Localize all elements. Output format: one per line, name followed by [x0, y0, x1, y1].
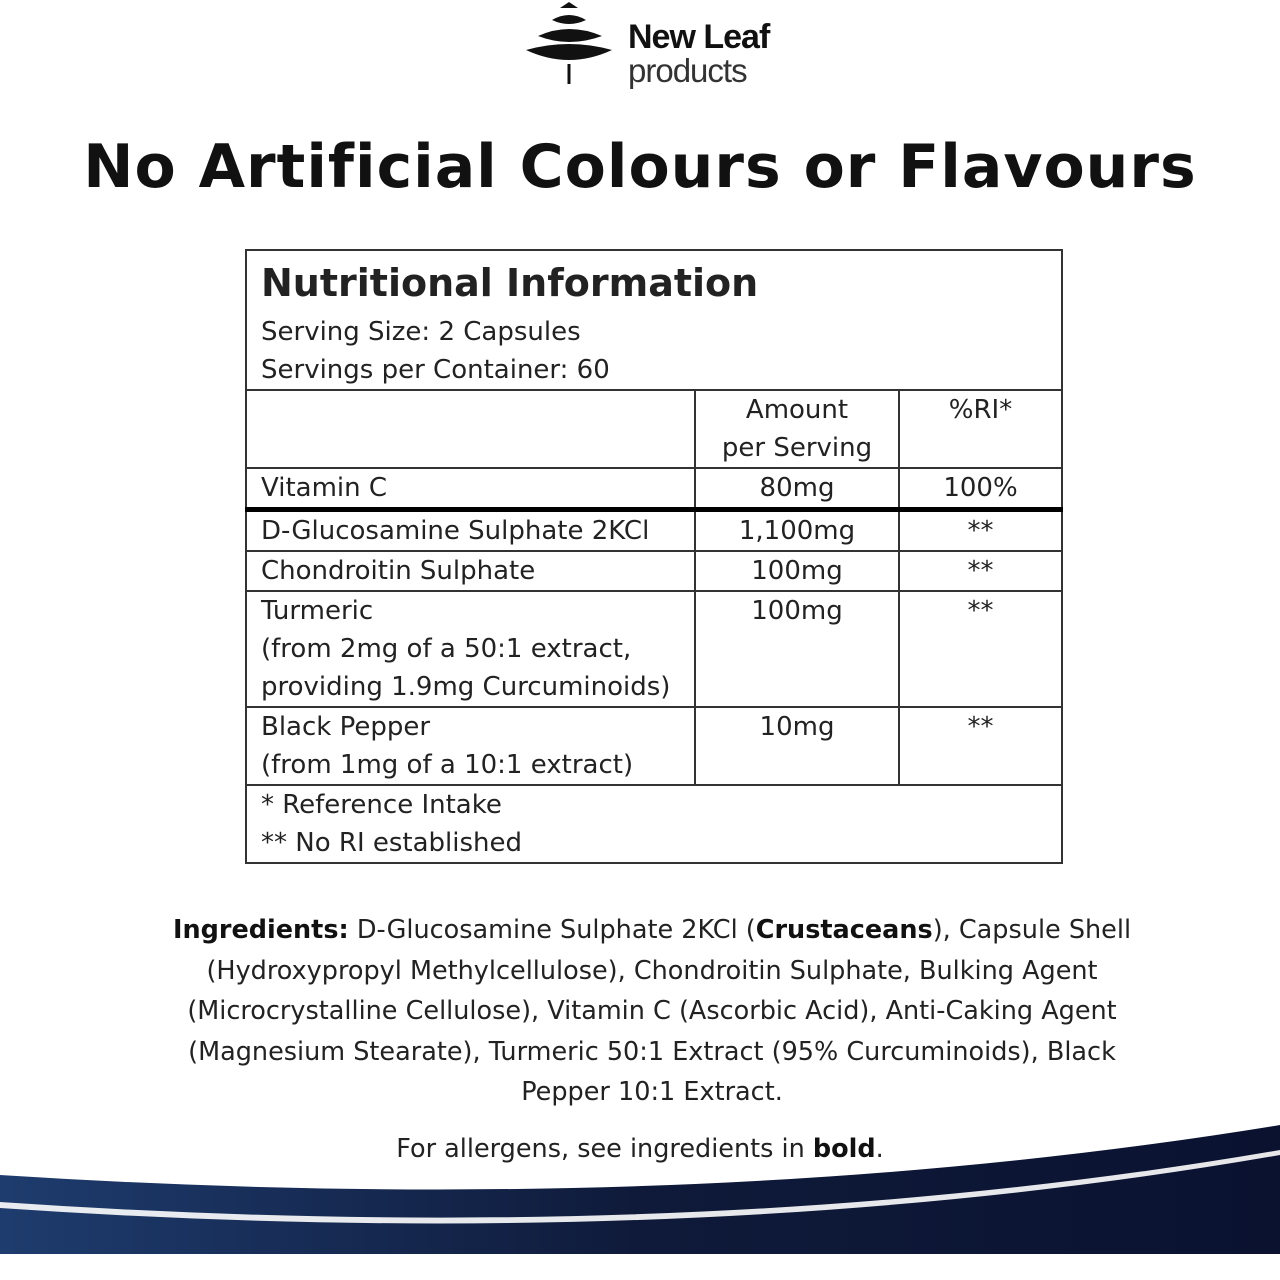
- allergen-note-text: For allergens, see ingredients in: [396, 1134, 813, 1164]
- amount-header: [695, 390, 899, 468]
- table-row: [246, 551, 1062, 591]
- footnote-no-ri: ** No RI established: [261, 828, 523, 858]
- nutrient-amount: 100mg: [695, 551, 899, 591]
- blank-header-cell: [246, 390, 695, 468]
- allergen-crustaceans: Crustaceans: [755, 915, 933, 945]
- footnote-cell: [246, 785, 1062, 863]
- serving-size: Serving Size: 2 Capsules: [261, 317, 581, 347]
- nutrient-name: Vitamin C: [246, 468, 695, 510]
- footnote-row: [246, 785, 1062, 863]
- nutrient-name: Turmeric: [261, 596, 374, 626]
- nutrient-amount: 100mg: [695, 591, 899, 707]
- nutrient-detail: (from 1mg of a 10:1 extract): [261, 750, 634, 780]
- nutrient-amount: 80mg: [695, 468, 899, 510]
- nutrient-name: Black Pepper: [261, 712, 431, 742]
- nutrient-ri: **: [899, 551, 1062, 591]
- servings-per-container: Servings per Container: 60: [261, 355, 610, 385]
- allergen-note-bold: bold: [812, 1134, 876, 1164]
- table-row: [246, 468, 1062, 510]
- nutrient-ri: **: [899, 510, 1062, 552]
- brand-logo: [524, 0, 804, 92]
- table-row: [246, 707, 1062, 785]
- table-row: [246, 510, 1062, 552]
- amount-header-line1: Amount: [745, 395, 849, 425]
- nutrient-name: Chondroitin Sulphate: [246, 551, 695, 591]
- nutrient-detail: providing 1.9mg Curcuminoids): [261, 672, 671, 702]
- nutrition-table: [245, 249, 1063, 864]
- leaf-tree-icon: [524, 0, 624, 92]
- ri-header: %RI*: [899, 390, 1062, 468]
- page-title: No Artificial Colours or Flavours: [83, 132, 1197, 202]
- nutrition-title: Nutritional Information: [261, 261, 759, 305]
- nutrition-header-cell: [246, 250, 1062, 390]
- ingredients-part2: ), Capsule Shell (Hydroxypropyl Methylcellulose), Chondroitin Sulphate, Bulking Agent (Microcrystalline Cellulose), Vitamin C (Ascorbic Acid), Anti-Caking Agent (Magnesium Stearate), Turmeric 50:1 Extract (95% Curcuminoids), Black Pepper 10:1 Extract.: [187, 915, 1132, 1107]
- amount-header-line2: per Serving: [721, 433, 873, 463]
- brand-name: New Leaf: [628, 18, 770, 56]
- bottom-wave-decoration: [0, 1120, 1280, 1280]
- nutrient-amount: 10mg: [695, 707, 899, 785]
- nutrient-name: D-Glucosamine Sulphate 2KCl: [246, 510, 695, 552]
- nutrition-header-row: [246, 250, 1062, 390]
- brand-tagline: products: [628, 52, 747, 89]
- nutrient-ri: 100%: [899, 468, 1062, 510]
- ingredients-text: [170, 910, 1134, 1113]
- nutrient-cell: [246, 707, 695, 785]
- column-header-row: [246, 390, 1062, 468]
- ingredients-part1: D-Glucosamine Sulphate 2KCl (: [348, 915, 756, 945]
- nutrient-ri: **: [899, 591, 1062, 707]
- table-row: [246, 591, 1062, 707]
- nutrient-ri: **: [899, 707, 1062, 785]
- allergen-note-end: .: [875, 1134, 884, 1164]
- footnote-reference-intake: * Reference Intake: [261, 790, 502, 820]
- ingredients-label: Ingredients:: [172, 915, 349, 945]
- nutrient-cell: [246, 591, 695, 707]
- nutrient-amount: 1,100mg: [695, 510, 899, 552]
- nutrient-detail: (from 2mg of a 50:1 extract,: [261, 634, 632, 664]
